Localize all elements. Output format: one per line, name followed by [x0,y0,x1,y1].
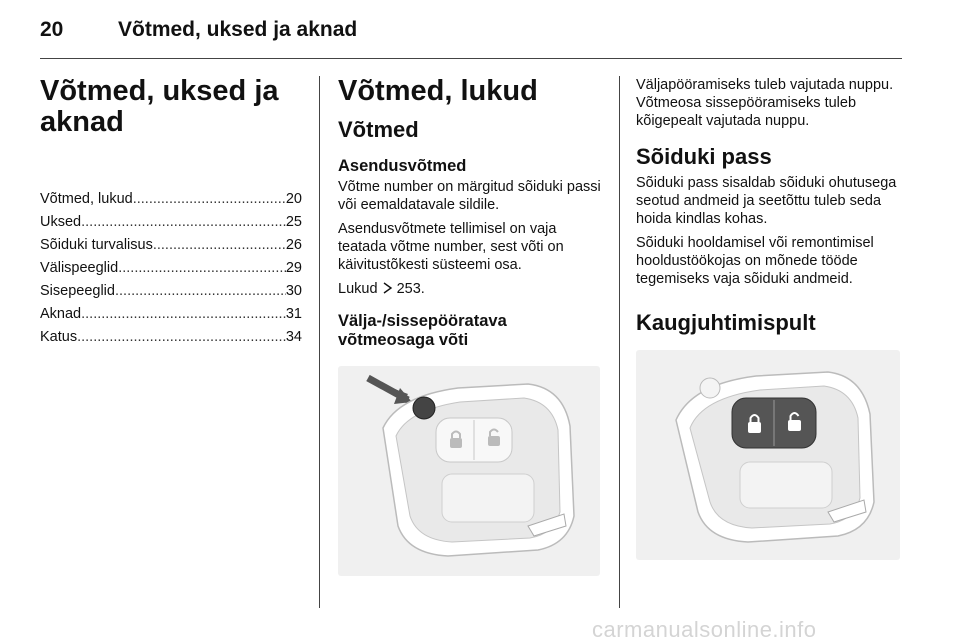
column-divider-1 [319,76,320,608]
toc-entry[interactable] [40,328,302,351]
toc-entry-label: Välispeeglid [40,260,119,276]
column-keys [338,70,602,576]
toc-entry-page: 25 [285,214,302,230]
locks-ref-label: Lukud [338,281,378,297]
para-fold-instructions: Väljapööramiseks tuleb vajutada nuppu. Võtmeosa sissepööramiseks tuleb kõigepealt vajutada nuppu. [636,77,894,129]
heading-remote-control: Kaugjuhtimispult [636,310,816,335]
header-rule [40,58,902,59]
toc-entry-page: 30 [285,283,302,299]
toc-entry-label: Sisepeeglid [40,283,115,299]
toc-entry-label: Katus [40,329,78,345]
toc-entry[interactable] [40,282,302,305]
remote-control-illustration [636,350,900,560]
chapter-title: Võtmed, uksed ja aknad [40,75,279,138]
column-toc [40,70,302,351]
toc-entry[interactable] [40,213,302,236]
para-pass-contents: Sõiduki pass sisaldab sõiduki ohutusega seotud andmeid ja seetõttu tuleb seda hoida kindlas kohas. [636,175,897,227]
section-title: Võtmed, lukud [338,75,538,107]
toc-entry-label: Uksed [40,214,82,230]
toc-leader-dots [153,236,286,259]
para-spare-order: Asendusvõtmete tellimisel on vaja teatada võtme number, sest võti on käivitustõkesti süsteemi osa. [338,221,564,273]
toc-entry-label: Võtmed, lukud [40,191,133,207]
heading-spare-keys: Asendusvõtmed [338,157,467,175]
toc-entry-page: 20 [285,191,302,207]
toc-entry-label: Aknad [40,306,82,322]
toc-leader-dots [81,305,286,328]
toc-leader-dots [77,328,286,351]
release-button-icon [413,397,435,419]
page-number: 20 [40,18,64,41]
folding-key-illustration [338,366,600,576]
para-pass-service: Sõiduki hooldamisel või remontimisel hooldustöökojas on mõnede tööde tegemiseks vaja sõiduki andmeid. [636,235,874,287]
para-key-number: Võtme number on märgitud sõiduki passi või eemaldatavale sildile. [338,179,601,213]
toc-entry-page: 26 [285,237,302,253]
locks-reference[interactable] [338,280,602,298]
toc-leader-dots [115,282,286,305]
heading-fold-key: Välja-/sissepööratava võtmeosaga võti [338,312,507,349]
watermark: carmanualsonline.info [592,617,817,642]
page-reference-arrow-icon [382,281,397,297]
toc-entry[interactable] [40,305,302,328]
toc-entry[interactable] [40,259,302,282]
locks-ref-page: 253. [396,281,425,297]
toc-entry-page: 31 [285,306,302,322]
heading-vehicle-pass: Sõiduki pass [636,144,772,169]
toc-entry-page: 29 [285,260,302,276]
release-button-icon [700,378,720,398]
toc-leader-dots [81,213,286,236]
toc-entry-label: Sõiduki turvalisus [40,237,153,253]
table-of-contents [40,190,302,351]
toc-entry-page: 34 [285,329,302,345]
toc-entry[interactable] [40,236,302,259]
column-pass-remote [636,70,902,560]
subsection-title: Võtmed [338,117,419,142]
toc-leader-dots [118,259,286,282]
toc-entry[interactable] [40,190,302,213]
column-divider-2 [619,76,620,608]
toc-leader-dots [133,190,286,213]
header-title: Võtmed, uksed ja aknad [118,18,358,41]
running-header [40,18,357,42]
pointer-arrow-icon [366,378,412,404]
